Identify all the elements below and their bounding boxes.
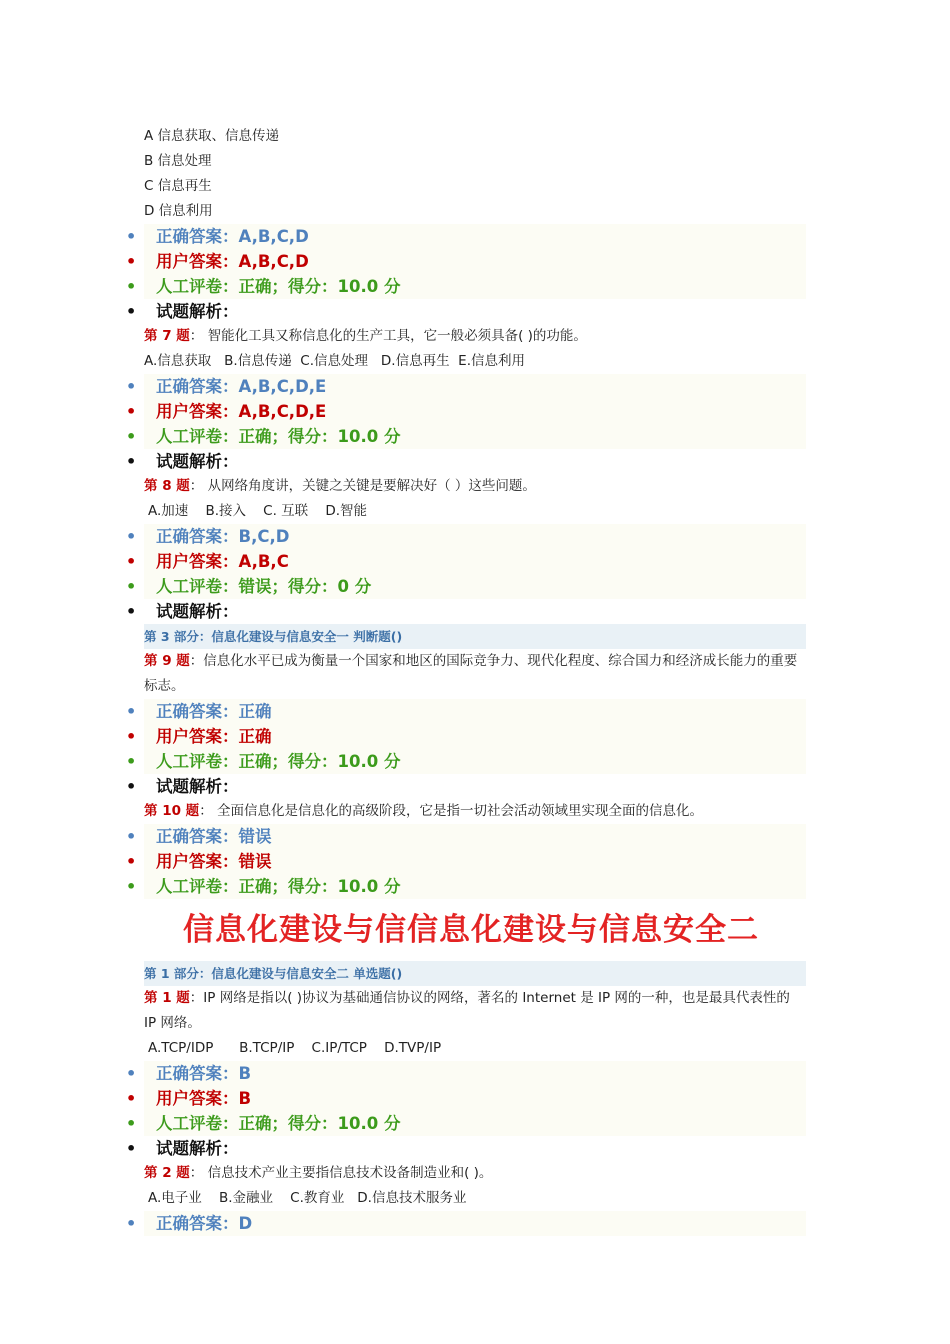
section-header-3: 第 3 部分：信息化建设与信息安全一 判断题() [144, 624, 806, 649]
p2q2-question [144, 1161, 806, 1186]
bullet-icon: • [126, 577, 137, 596]
bullet-icon: • [126, 702, 137, 721]
q7-text: ： 智能化工具又称信息化的生产工具，它一般必须具备( )的功能。 [189, 328, 587, 344]
q10-review-text: 人工评卷：正确；得分：10.0 分 [156, 877, 401, 896]
bullet-icon: • [126, 1064, 137, 1083]
bullet-icon: • [126, 877, 137, 896]
q7-question [144, 324, 806, 349]
p2q1-number: 第 1 题 [144, 990, 190, 1006]
q6-analysis [126, 299, 806, 324]
q7-number: 第 7 题 [144, 328, 190, 344]
bullet-icon: • [126, 1214, 137, 1233]
q9-correct-answer [126, 699, 806, 724]
q7-correct-answer [126, 374, 806, 399]
q8-text: ： 从网络角度讲，关键之关键是要解决好（ ）这些问题。 [189, 478, 536, 494]
bullet-icon: • [126, 527, 137, 546]
q6-analysis-label: 试题解析： [156, 302, 239, 321]
q10-question [144, 799, 806, 824]
q8-correct-text: 正确答案：B,C,D [156, 527, 290, 546]
q10-number: 第 10 题 [144, 803, 200, 819]
q6-option-c: C 信息再生 [144, 178, 212, 194]
q9-user-answer [126, 724, 806, 749]
bullet-icon: • [126, 752, 137, 771]
document-title: 信息化建设与信信息化建设与信息安全二 [183, 912, 759, 948]
p2q1-text: ：IP 网络是指以( )协议为基础通信协议的网络，著名的 Internet 是 IP 网的一种，也是最具代表性的 IP 网络。 [144, 990, 790, 1031]
bullet-icon: • [126, 777, 137, 796]
p2q1-user-text: 用户答案：B [156, 1089, 252, 1108]
q7-user-text: 用户答案：A,B,C,D,E [156, 402, 327, 421]
p2q1-options: A.TCP/IDP B.TCP/IP C.IP/TCP D.TVP/IP [148, 1040, 442, 1056]
q8-analysis-label: 试题解析： [156, 602, 239, 621]
q10-correct-text: 正确答案：错误 [156, 827, 272, 846]
q6-user-text: 用户答案：A,B,C,D [156, 252, 309, 271]
q9-question [144, 649, 806, 699]
bullet-icon: • [126, 227, 137, 246]
p2q1-correct-answer [126, 1061, 806, 1086]
q8-review-text: 人工评卷：错误；得分：0 分 [156, 577, 372, 596]
q9-analysis [126, 774, 806, 799]
q10-text: ： 全面信息化是信息化的高级阶段，它是指一切社会活动领域里实现全面的信息化。 [199, 803, 703, 819]
p2q1-user-answer [126, 1086, 806, 1111]
q9-analysis-label: 试题解析： [156, 777, 239, 796]
q6-review-text: 人工评卷：正确；得分：10.0 分 [156, 277, 401, 296]
bullet-icon: • [126, 252, 137, 271]
p2q2-options: A.电子业 B.金融业 C.教育业 D.信息技术服务业 [148, 1190, 467, 1206]
q7-analysis [126, 449, 806, 474]
q7-review-text: 人工评卷：正确；得分：10.0 分 [156, 427, 401, 446]
bullet-icon: • [126, 1139, 137, 1158]
bullet-icon: • [126, 852, 137, 871]
p2q1-analysis-label: 试题解析： [156, 1139, 239, 1158]
bullet-icon: • [126, 552, 137, 571]
q6-correct-text: 正确答案：A,B,C,D [156, 227, 309, 246]
q6-option-b: B 信息处理 [144, 153, 212, 169]
q6-correct-answer [126, 224, 806, 249]
bullet-icon: • [126, 377, 137, 396]
q7-correct-text: 正确答案：A,B,C,D,E [156, 377, 327, 396]
p2q1-review-text: 人工评卷：正确；得分：10.0 分 [156, 1114, 401, 1133]
bullet-icon: • [126, 602, 137, 621]
p2q2-number: 第 2 题 [144, 1165, 190, 1181]
q9-correct-text: 正确答案：正确 [156, 702, 272, 721]
q6-user-answer [126, 249, 806, 274]
q10-review [126, 874, 806, 899]
p2q2-correct-text: 正确答案：D [156, 1214, 253, 1233]
p2q1-question [144, 986, 806, 1036]
p2q1-correct-text: 正确答案：B [156, 1064, 252, 1083]
q8-analysis [126, 599, 806, 624]
q8-number: 第 8 题 [144, 478, 190, 494]
q6-option-a: A 信息获取、信息传递 [144, 128, 280, 144]
bullet-icon: • [126, 727, 137, 746]
q8-correct-answer [126, 524, 806, 549]
bullet-icon: • [126, 452, 137, 471]
p2q1-analysis [126, 1136, 806, 1161]
bullet-icon: • [126, 277, 137, 296]
q10-user-text: 用户答案：错误 [156, 852, 272, 871]
q8-review [126, 574, 806, 599]
bullet-icon: • [126, 302, 137, 321]
q7-review [126, 424, 806, 449]
exam-content [126, 124, 806, 1236]
q9-review-text: 人工评卷：正确；得分：10.0 分 [156, 752, 401, 771]
q8-user-text: 用户答案：A,B,C [156, 552, 289, 571]
q7-analysis-label: 试题解析： [156, 452, 239, 471]
q9-text: ：信息化水平已成为衡量一个国家和地区的国际竞争力、现代化程度、综合国力和经济成长能力的重要标志。 [144, 653, 798, 694]
q8-options: A.加速 B.接入 C. 互联 D.智能 [148, 503, 368, 519]
q7-options: A.信息获取 B.信息传递 C.信息处理 D.信息再生 E.信息利用 [144, 353, 525, 369]
q9-user-text: 用户答案：正确 [156, 727, 272, 746]
q6-review [126, 274, 806, 299]
p2q1-review [126, 1111, 806, 1136]
q8-question [144, 474, 806, 499]
bullet-icon: • [126, 427, 137, 446]
q7-user-answer [126, 399, 806, 424]
q8-user-answer [126, 549, 806, 574]
q9-review [126, 749, 806, 774]
bullet-icon: • [126, 827, 137, 846]
bullet-icon: • [126, 1114, 137, 1133]
q10-user-answer [126, 849, 806, 874]
q6-option-d: D 信息利用 [144, 203, 213, 219]
q9-number: 第 9 题 [144, 653, 190, 669]
section-header-1: 第 1 部分：信息化建设与信息安全二 单选题() [144, 961, 806, 986]
q10-correct-answer [126, 824, 806, 849]
p2q2-correct-answer [126, 1211, 806, 1236]
bullet-icon: • [126, 402, 137, 421]
bullet-icon: • [126, 1089, 137, 1108]
p2q2-text: ： 信息技术产业主要指信息技术设备制造业和( )。 [189, 1165, 493, 1181]
